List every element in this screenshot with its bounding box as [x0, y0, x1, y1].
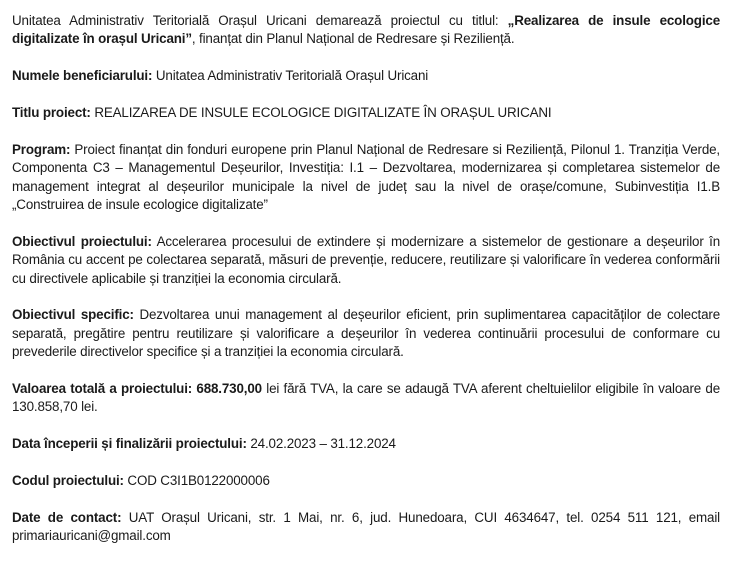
contact-label: Date de contact:: [12, 509, 122, 525]
specific-objective-label: Obiectivul specific:: [12, 307, 134, 323]
total-value-label: Valoarea totală a proiectului:: [12, 381, 193, 397]
project-title-label: Titlu proiect:: [12, 105, 91, 120]
beneficiary-paragraph: [12, 67, 720, 85]
total-value-text: lei fără TVA, la care se adaugă TVA aferent cheltuielilor eligibile în valoare de 130.858,70 lei.: [12, 381, 721, 415]
beneficiary-value: Unitatea Administrativ Teritorială Orașul Uricani: [152, 68, 429, 84]
project-code-value: COD C3I1B0122000006: [123, 473, 270, 489]
project-code-paragraph: [12, 472, 720, 490]
intro-paragraph: [12, 12, 720, 49]
program-paragraph: [12, 141, 720, 215]
specific-objective-paragraph: [12, 306, 720, 361]
total-value-paragraph: [12, 380, 720, 417]
objective-paragraph: [12, 233, 720, 288]
project-title-highlight: „Realizarea de insule ecologice digitalizate în orașul Uricani”: [12, 13, 720, 47]
dates-label: Data începerii și finalizării proiectului:: [12, 436, 247, 452]
dates-paragraph: [12, 435, 720, 453]
program-label: Program:: [12, 141, 71, 157]
project-title-paragraph: [12, 104, 720, 122]
project-title-value: REALIZAREA DE INSULE ECOLOGICE DIGITALIZATE ÎN ORAȘUL URICANI: [90, 105, 552, 120]
objective-value: Accelerarea procesului de extindere și modernizare a sistemelor de gestionare a deșeurilor în România cu accent pe colectarea separată, măsuri de prevenție, reducere, reutilizare și valorificare în vederea conformării cu directivele aplicabile și tranziției la economia circulară.: [12, 233, 720, 286]
intro-funding-text: , finanțat din Planul Național de Redresare și Reziliență.: [191, 31, 515, 47]
beneficiary-label: Numele beneficiarului:: [12, 68, 153, 84]
specific-objective-value: Dezvoltarea unui management al deșeurilor eficient, prin suplimentarea capacităților de colectare separată, pregătire pentru reutilizare și valorificare a deșeurilor în vederea continuării procesului de conformare cu prevederile directivelor specifice și a tranziției la economia circulară.: [12, 307, 720, 360]
dates-value: 24.02.2023 – 31.12.2024: [246, 436, 396, 452]
project-code-label: Codul proiectului:: [12, 473, 124, 489]
project-announcement: [12, 12, 720, 546]
program-value: Proiect finanțat din fonduri europene prin Planul Național de Redresare si Reziliență, Pilonul 1. Tranziția Verde, Componenta C3 – Managementul Deșeurilor, Investiția: I.1 – Dezvoltarea, modernizarea și completarea sistemelor de management integrat al deșeurilor municipale la nivel de județ sau la nivel de orașe/comune, Subinvestiția I1.B „Construirea de insule ecologice digitalizate”: [12, 141, 720, 213]
contact-value: UAT Orașul Uricani, str. 1 Mai, nr. 6, jud. Hunedoara, CUI 4634647, tel. 0254 511 121, email primariauricani@gmail.com: [12, 509, 720, 544]
intro-text: Unitatea Administrativ Teritorială Orașul Uricani demarează proiectul cu titlul:: [12, 13, 508, 28]
total-value-amount: 688.730,00: [192, 381, 262, 397]
contact-paragraph: [12, 509, 720, 546]
objective-label: Obiectivul proiectului:: [12, 233, 152, 249]
